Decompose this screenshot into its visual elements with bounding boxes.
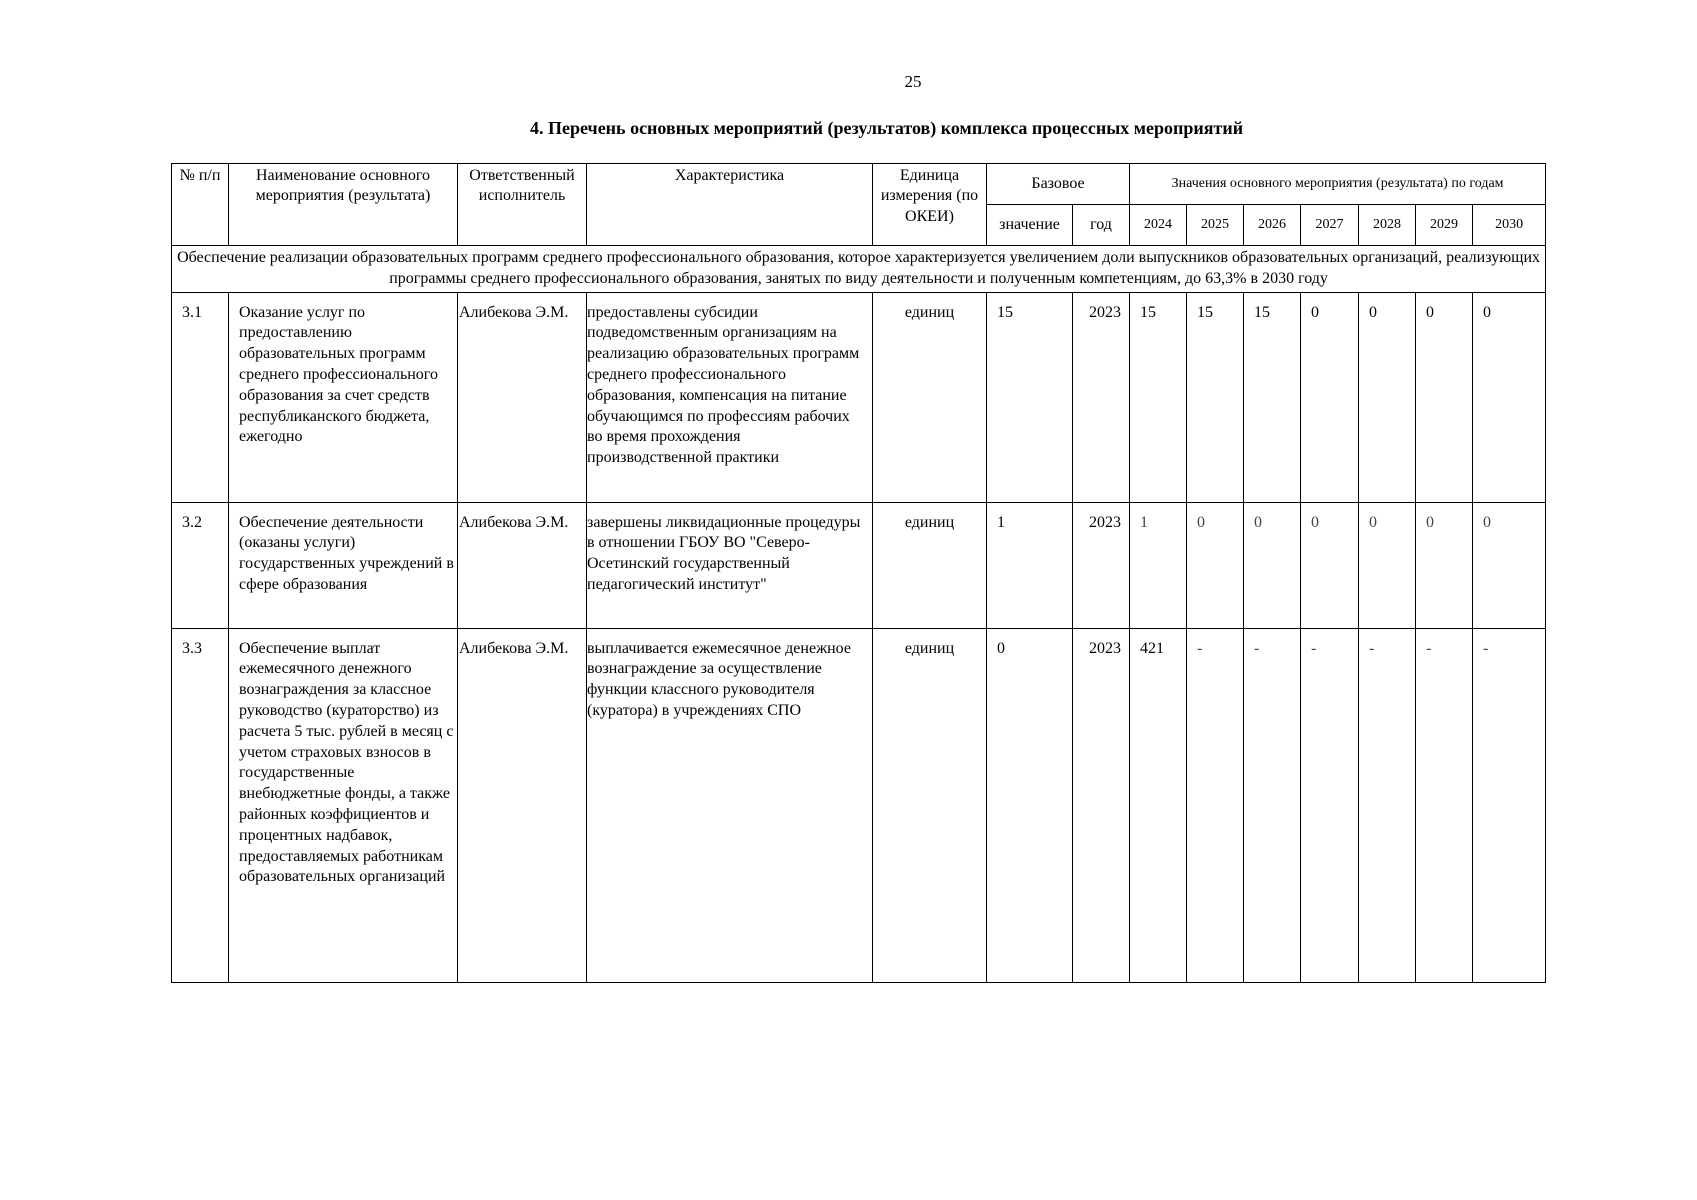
table-row bbox=[172, 628, 1546, 982]
header-year: 2030 bbox=[1473, 205, 1546, 246]
row-value: 15 bbox=[1244, 292, 1301, 502]
header-base-year: год bbox=[1073, 205, 1130, 246]
row-value: 0 bbox=[1359, 502, 1416, 628]
table-row bbox=[172, 502, 1546, 628]
row-value: 0 bbox=[1473, 502, 1546, 628]
row-value: 0 bbox=[1473, 292, 1546, 502]
row-responsible: Алибекова Э.М. bbox=[458, 292, 587, 502]
section-title: Обеспечение реализации образовательных программ среднего профессионального образования, которое характеризуется увеличением доли выпускников образовательных организаций, реализующих программы среднего профессионального образования, занятых по виду деятельности и полученным компетенциям, до 63,3% в 2030 году bbox=[172, 246, 1546, 293]
header-base-value: значение bbox=[987, 205, 1073, 246]
row-responsible: Алибекова Э.М. bbox=[458, 628, 587, 982]
header-year: 2027 bbox=[1301, 205, 1359, 246]
row-unit: единиц bbox=[873, 628, 987, 982]
row-value: 0 bbox=[1416, 292, 1473, 502]
row-value: 1 bbox=[1130, 502, 1187, 628]
row-value: 0 bbox=[1301, 502, 1359, 628]
row-name: Обеспечение выплат ежемесячного денежного вознаграждения за классное руководство (кураторство) из расчета 5 тыс. рублей в месяц с учетом страховых взносов в государственные внебюджетные фонды, а также районных коэффициентов и процентных надбавок, предоставляемых работникам образовательных организаций bbox=[229, 628, 458, 982]
row-num: 3.1 bbox=[172, 292, 229, 502]
header-row-1 bbox=[172, 164, 1546, 205]
row-value: 0 bbox=[1187, 502, 1244, 628]
header-name: Наименование основного мероприятия (результата) bbox=[229, 164, 458, 246]
row-value: - bbox=[1301, 628, 1359, 982]
table-row bbox=[172, 292, 1546, 502]
row-value: 0 bbox=[1359, 292, 1416, 502]
row-base-year: 2023 bbox=[1073, 502, 1130, 628]
row-value: 0 bbox=[1244, 502, 1301, 628]
header-responsible: Ответственный исполнитель bbox=[458, 164, 587, 246]
row-value: - bbox=[1187, 628, 1244, 982]
row-base-value: 1 bbox=[987, 502, 1073, 628]
header-year: 2026 bbox=[1244, 205, 1301, 246]
row-value: - bbox=[1416, 628, 1473, 982]
row-base-year: 2023 bbox=[1073, 292, 1130, 502]
header-values-by-year: Значения основного мероприятия (результата) по годам bbox=[1130, 164, 1546, 205]
activities-table bbox=[171, 163, 1546, 983]
header-year: 2028 bbox=[1359, 205, 1416, 246]
header-year: 2029 bbox=[1416, 205, 1473, 246]
header-characteristic: Характеристика bbox=[587, 164, 873, 246]
row-value: 0 bbox=[1301, 292, 1359, 502]
row-num: 3.3 bbox=[172, 628, 229, 982]
header-unit: Единица измерения (по ОКЕИ) bbox=[873, 164, 987, 246]
row-value: - bbox=[1359, 628, 1416, 982]
row-base-year: 2023 bbox=[1073, 628, 1130, 982]
row-value: - bbox=[1473, 628, 1546, 982]
header-num: № п/п bbox=[172, 164, 229, 246]
row-value: 0 bbox=[1416, 502, 1473, 628]
header-year: 2024 bbox=[1130, 205, 1187, 246]
row-name: Оказание услуг по предоставлению образовательных программ среднего профессионального образования за счет средств республиканского бюджета, ежегодно bbox=[229, 292, 458, 502]
row-unit: единиц bbox=[873, 292, 987, 502]
row-characteristic: завершены ликвидационные процедуры в отношении ГБОУ ВО "Северо-Осетинский государственный педагогический институт" bbox=[587, 502, 873, 628]
row-value: 15 bbox=[1130, 292, 1187, 502]
section-row bbox=[172, 246, 1546, 293]
row-num: 3.2 bbox=[172, 502, 229, 628]
row-unit: единиц bbox=[873, 502, 987, 628]
row-value: - bbox=[1244, 628, 1301, 982]
page-number: 25 bbox=[904, 72, 922, 91]
row-base-value: 15 bbox=[987, 292, 1073, 502]
header-base: Базовое bbox=[987, 164, 1130, 205]
row-value: 15 bbox=[1187, 292, 1244, 502]
row-name: Обеспечение деятельности (оказаны услуги) государственных учреждений в сфере образования bbox=[229, 502, 458, 628]
header-year: 2025 bbox=[1187, 205, 1244, 246]
row-responsible: Алибекова Э.М. bbox=[458, 502, 587, 628]
document-title: 4. Перечень основных мероприятий (результатов) комплекса процессных мероприятий bbox=[530, 118, 1244, 138]
row-value: 421 bbox=[1130, 628, 1187, 982]
row-base-value: 0 bbox=[987, 628, 1073, 982]
row-characteristic: предоставлены субсидии подведомственным организациям на реализацию образовательных программ среднего профессионального образования, компенсация на питание обучающимся по профессиям рабочих во время прохождения производственной практики bbox=[587, 292, 873, 502]
row-characteristic: выплачивается ежемесячное денежное вознаграждение за осуществление функции классного руководителя (куратора) в учреждениях СПО bbox=[587, 628, 873, 982]
